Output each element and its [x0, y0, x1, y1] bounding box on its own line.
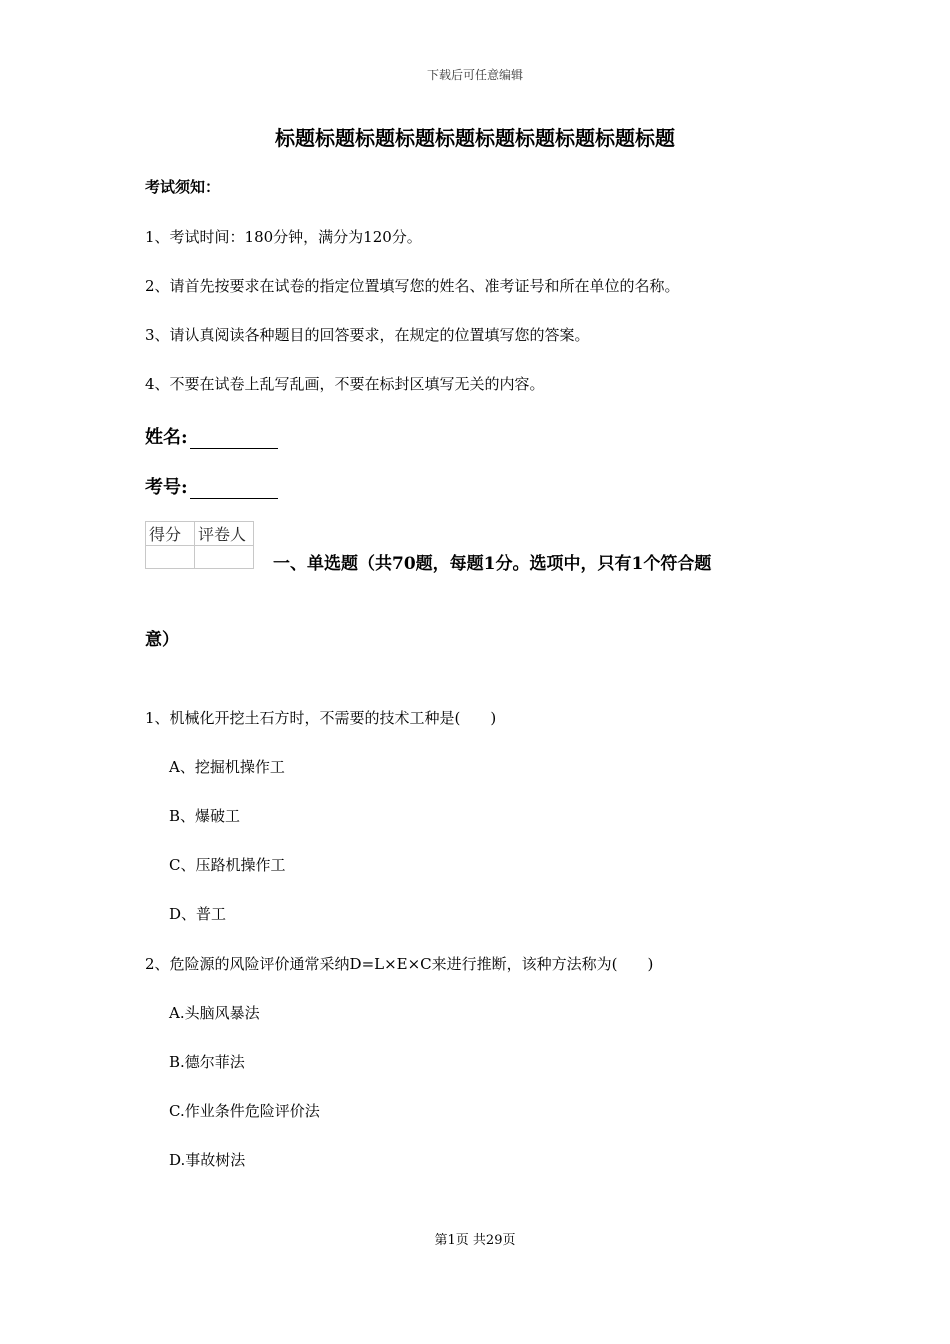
score-header: 得分 [146, 522, 195, 546]
question-2-option-d: D.事故树法 [169, 1151, 246, 1169]
section-title-continued: 意） [145, 630, 179, 650]
question-1-option-a: A、挖掘机操作工 [169, 758, 285, 776]
notice-item: 2、请首先按要求在试卷的指定位置填写您的姓名、准考证号和所在单位的名称。 [145, 277, 680, 295]
grader-cell [195, 546, 254, 569]
score-cell [146, 546, 195, 569]
section-title: 一、单选题（共70题，每题1分。选项中，只有1个符合题 [273, 554, 712, 574]
question-1-option-c: C、压路机操作工 [169, 856, 286, 874]
header-note: 下载后可任意编辑 [426, 68, 523, 82]
notice-item: 4、不要在试卷上乱写乱画，不要在标封区填写无关的内容。 [145, 375, 545, 393]
notice-heading: 考试须知： [145, 178, 221, 196]
notice-item: 1、考试时间：180分钟，满分为120分。 [145, 228, 422, 246]
name-field [145, 423, 278, 449]
name-blank[interactable] [190, 430, 278, 449]
question-1-option-b: B、爆破工 [169, 807, 241, 825]
question-2-option-a: A.头脑风暴法 [169, 1004, 260, 1022]
question-1-option-d: D、普工 [169, 905, 227, 923]
id-field [145, 473, 278, 499]
question-2-option-b: B.德尔菲法 [169, 1053, 245, 1071]
notice-item: 3、请认真阅读各种题目的回答要求，在规定的位置填写您的答案。 [145, 326, 590, 344]
question-2: 2、危险源的风险评价通常采纳D=L×E×C来进行推断，该种方法称为( ) [145, 955, 654, 973]
grader-header: 评卷人 [195, 522, 254, 546]
page-footer: 第1页 共29页 [434, 1233, 516, 1248]
question-1: 1、机械化开挖土石方时，不需要的技术工种是( ) [145, 709, 497, 727]
name-label: 姓名: [145, 427, 188, 448]
document-title: 标题标题标题标题标题标题标题标题标题标题 [275, 126, 675, 150]
id-label: 考号: [145, 477, 188, 498]
question-2-option-c: C.作业条件危险评价法 [169, 1102, 320, 1120]
score-table [145, 521, 254, 569]
id-blank[interactable] [190, 480, 278, 499]
